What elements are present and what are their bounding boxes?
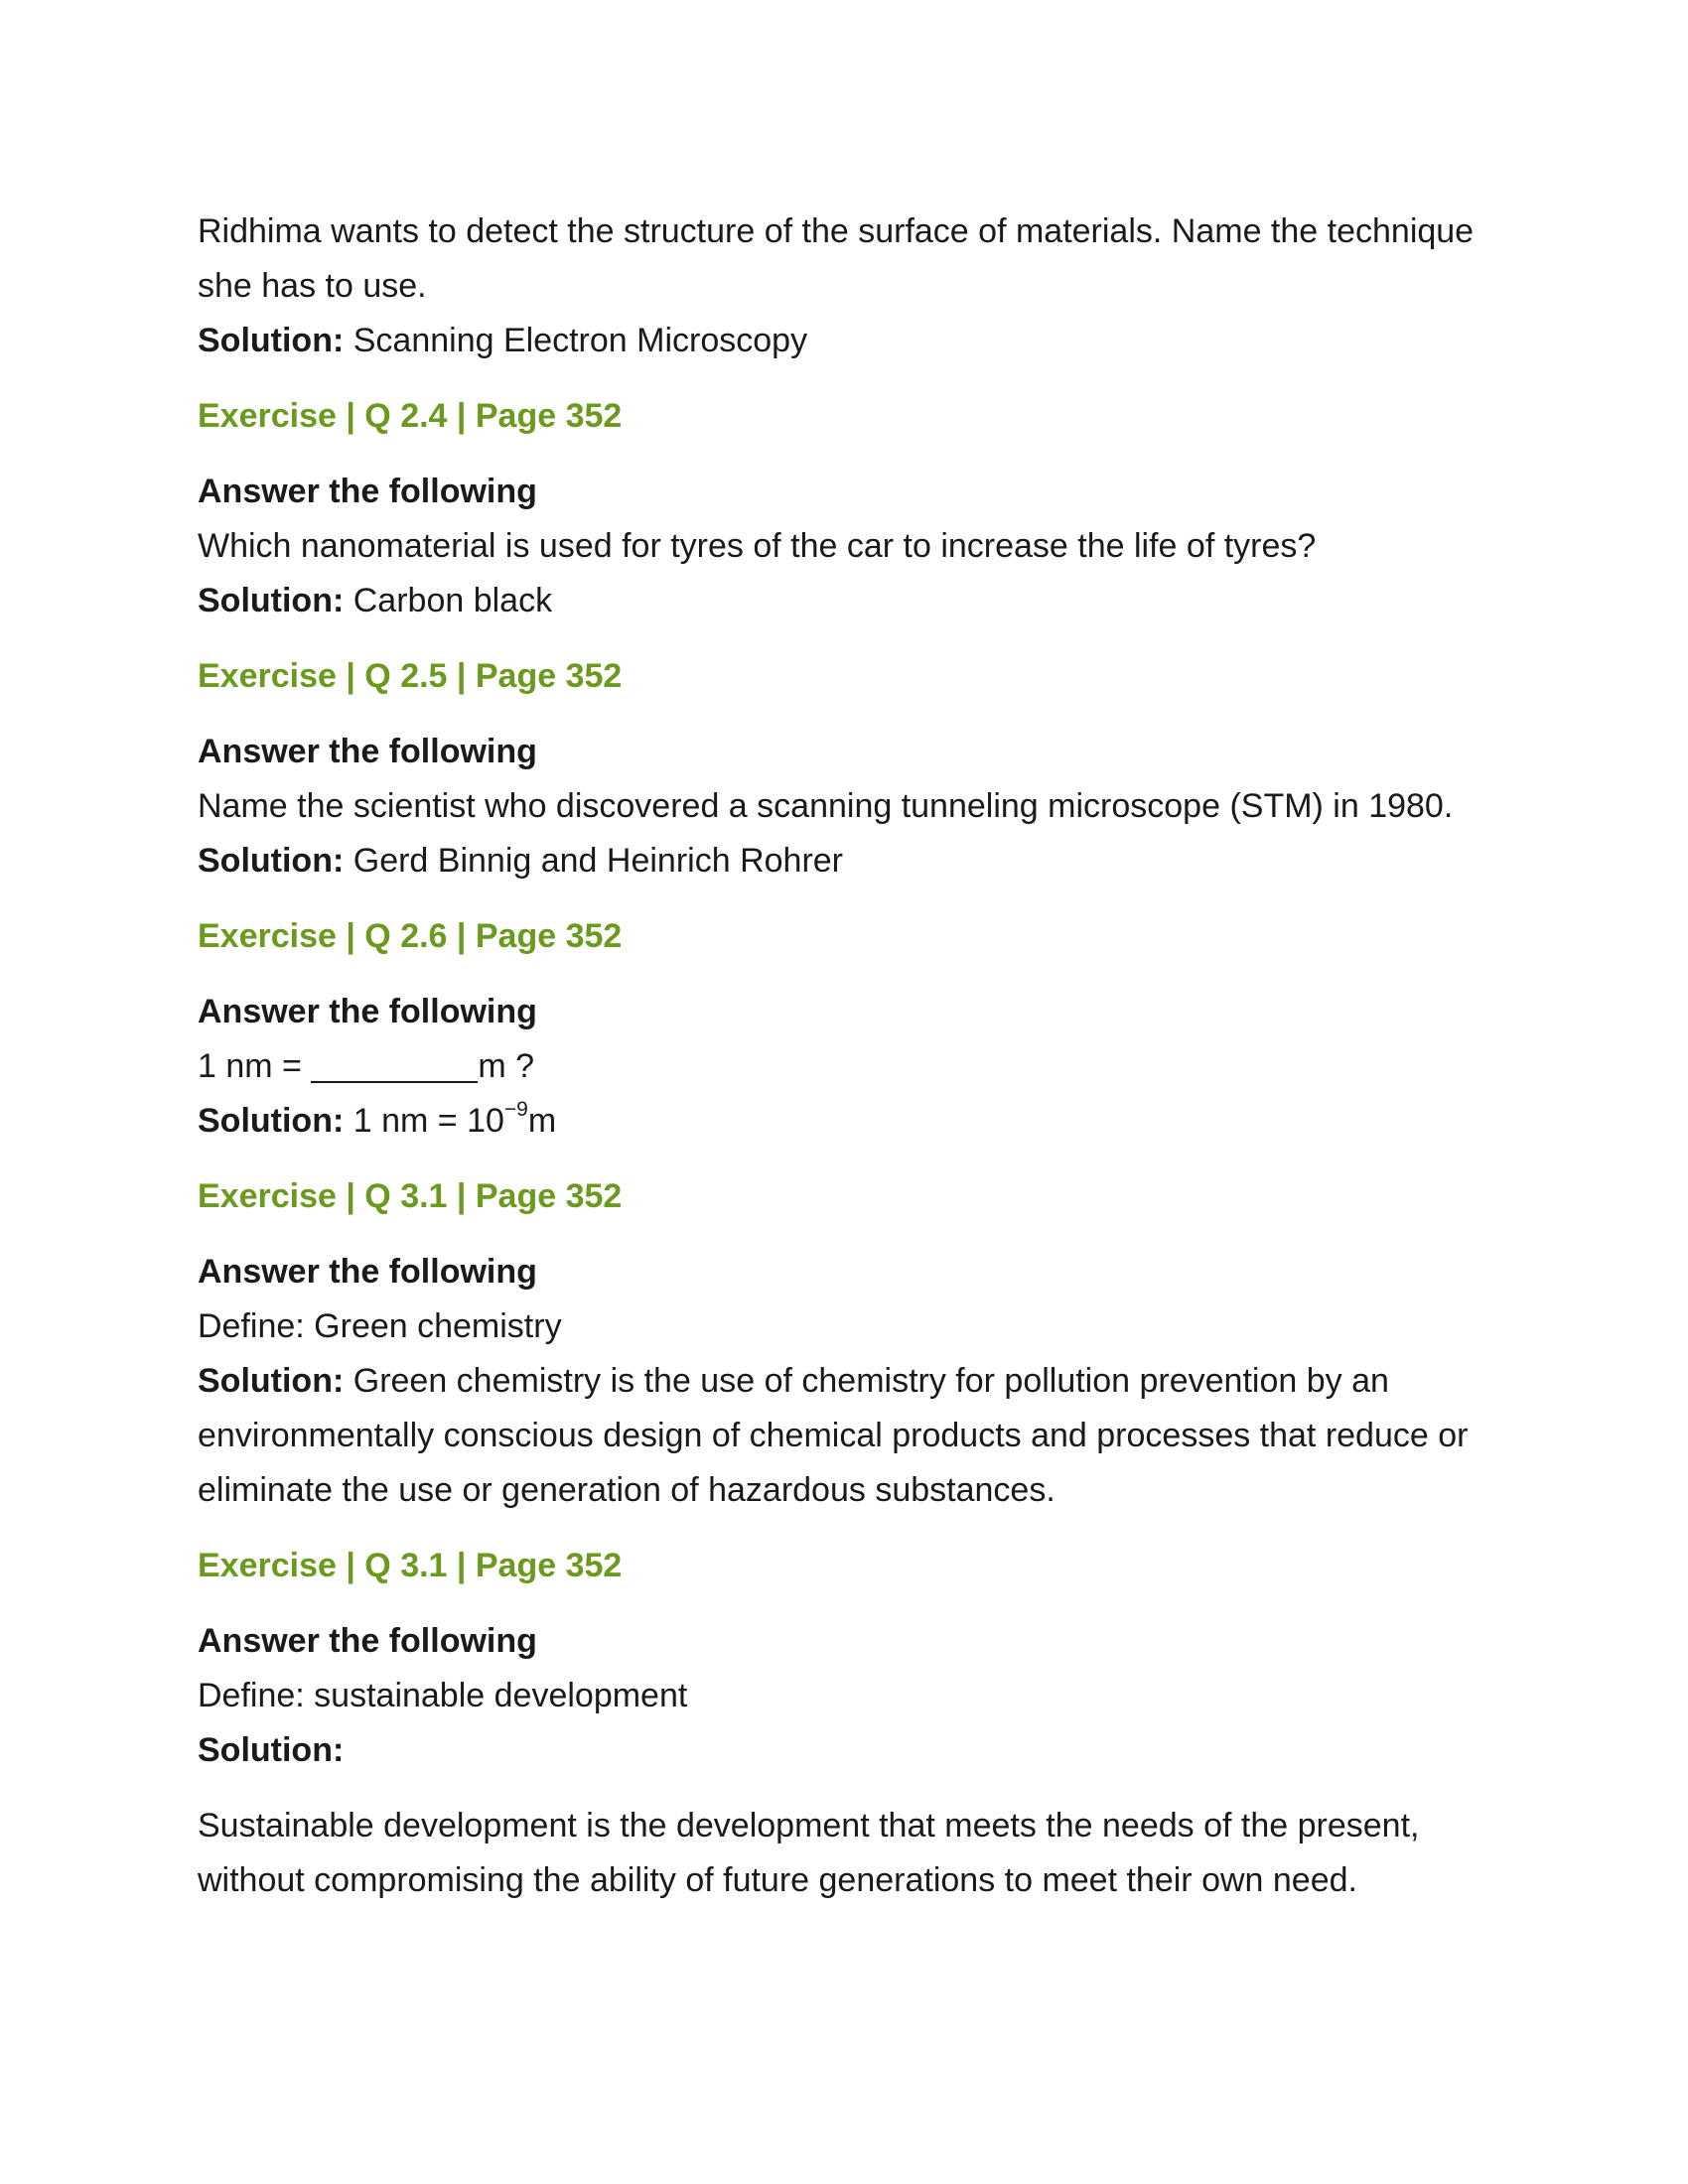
solution-line [198, 1094, 1488, 1149]
exercise-heading: Exercise | Q 2.6 | Page 352 [198, 917, 623, 955]
exercise-heading: Exercise | Q 2.4 | Page 352 [198, 397, 623, 435]
answer-heading: Answer the following [198, 473, 537, 510]
exercise-section [198, 1169, 1488, 1518]
question-text: Name the scientist who discovered a scanning tunneling microscope (STM) in 1980. [198, 787, 1454, 825]
exercise-heading: Exercise | Q 2.5 | Page 352 [198, 657, 623, 695]
answer-heading: Answer the following [198, 993, 537, 1030]
exercise-section [198, 649, 1488, 888]
exercise-section [198, 1539, 1488, 1908]
solution-text: Carbon black [344, 582, 553, 619]
question-text: Define: sustainable development [198, 1677, 688, 1714]
solution-text: Gerd Binnig and Heinrich Rohrer [344, 842, 843, 880]
document-page [198, 205, 1488, 1908]
question-text: Which nanomaterial is used for tyres of the car to increase the life of tyres? [198, 527, 1317, 565]
solution-label: Solution: [198, 322, 345, 359]
solution-line [198, 1354, 1488, 1518]
question-text: Ridhima wants to detect the structure of the surface of materials. Name the technique she has to use. [198, 212, 1475, 305]
solution-line [198, 314, 1488, 368]
solution-exponent: −9 [503, 1097, 528, 1121]
solution-line [198, 574, 1488, 628]
intro-block [198, 205, 1488, 368]
exercise-section [198, 389, 1488, 628]
fill-in-blank [311, 1045, 478, 1083]
solution-label: Solution: [198, 582, 345, 619]
question-prefix: 1 nm = [198, 1047, 312, 1085]
exercise-heading: Exercise | Q 3.1 | Page 352 [198, 1177, 623, 1215]
question-suffix: m ? [478, 1047, 535, 1085]
solution-line [198, 834, 1488, 888]
solution-paragraph: Sustainable development is the development that meets the needs of the present, without compromising the ability of future generations to meet their own need. [198, 1807, 1420, 1899]
solution-text: Scanning Electron Microscopy [344, 322, 808, 359]
solution-label: Solution: [198, 1731, 345, 1769]
solution-suffix: m [527, 1102, 557, 1140]
answer-heading: Answer the following [198, 733, 537, 770]
answer-heading: Answer the following [198, 1253, 537, 1291]
question-text [198, 1039, 1488, 1094]
solution-text: Green chemistry is the use of chemistry for pollution prevention by an environmentally conscious design of chemical products and processes that reduce or eliminate the use or generation of hazardous substances. [198, 1362, 1469, 1509]
exercise-heading: Exercise | Q 3.1 | Page 352 [198, 1547, 623, 1584]
question-text: Define: Green chemistry [198, 1307, 562, 1345]
solution-prefix: 1 nm = 10 [344, 1102, 504, 1140]
answer-heading: Answer the following [198, 1622, 537, 1660]
solution-label: Solution: [198, 1102, 345, 1140]
exercise-section [198, 909, 1488, 1149]
solution-label: Solution: [198, 1362, 345, 1400]
solution-label: Solution: [198, 842, 345, 880]
